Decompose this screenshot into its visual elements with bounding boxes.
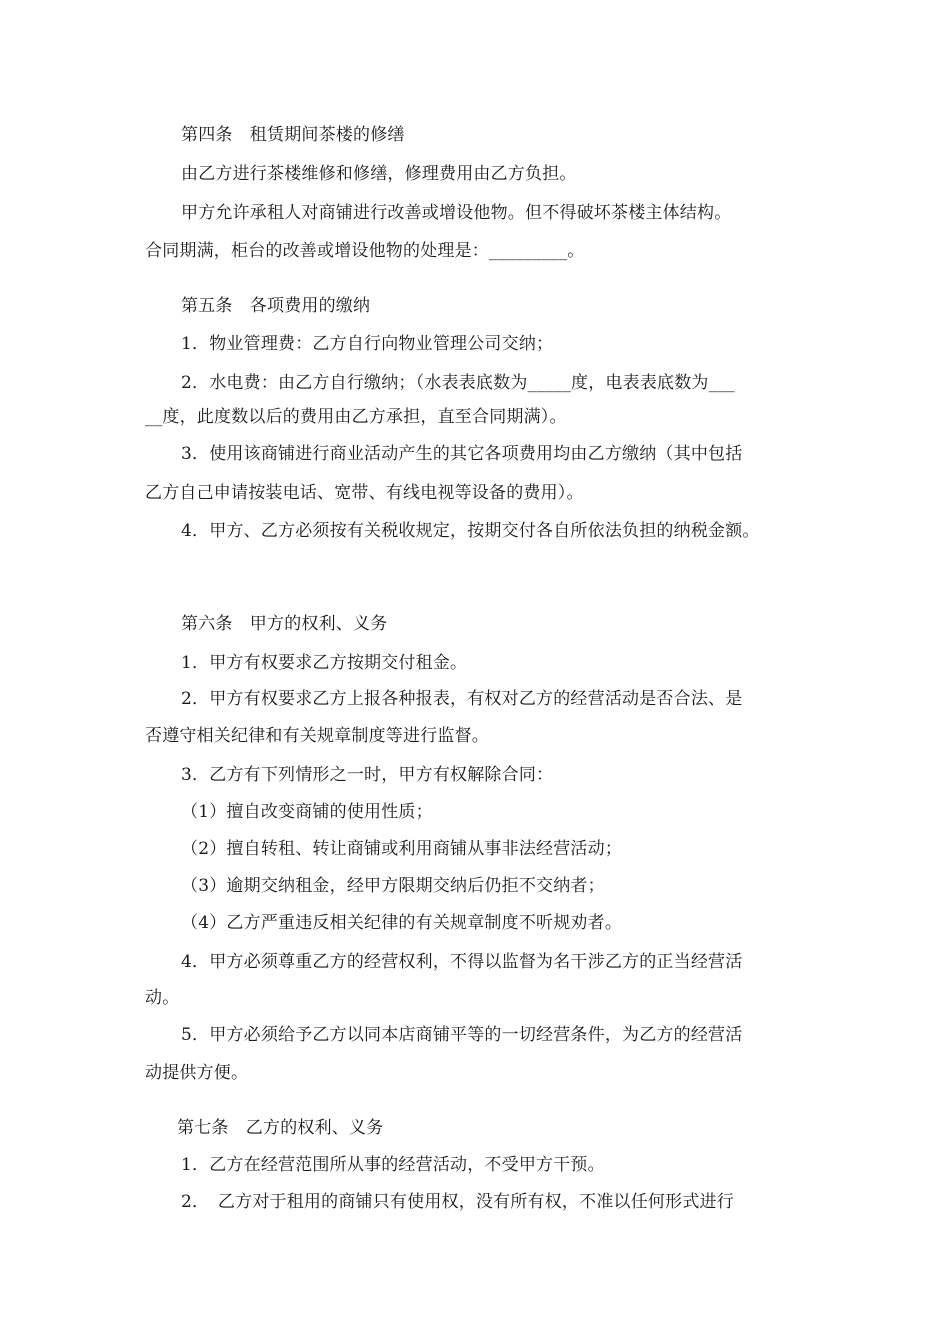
article-5-item-2-line-2: __度，此度数以后的费用由乙方承担，直至合同期满）。 [145,407,567,427]
article-6-sub-item-3: （3）逾期交纳租金，经甲方限期交纳后仍拒不交纳者； [181,876,605,896]
article-6-item-1: 1．甲方有权要求乙方按期交付租金。 [181,653,468,673]
article-5-item-3-line-2: 乙方自己申请按装电话、宽带、有线电视等设备的费用）。 [145,483,584,503]
article-6-sub-item-4: （4）乙方严重违反相关纪律的有关规章制度不听规劝者。 [181,913,623,933]
article-4-paragraph-1: 由乙方进行茶楼维修和修缮，修理费用由乙方负担。 [181,164,577,184]
article-6-heading: 第六条 甲方的权利、义务 [181,614,388,634]
article-6-item-5-line-2: 动提供方便。 [145,1063,249,1083]
article-4-heading: 第四条 租赁期间茶楼的修缮 [181,125,405,145]
article-7-item-2-line-1: 2． 乙方对于租用的商铺只有使用权，没有所有权，不准以任何形式进行 [181,1192,734,1212]
article-6-sub-item-1: （1）擅自改变商铺的使用性质； [181,802,433,822]
article-5-item-2-line-1: 2．水电费：由乙方自行缴纳；（水表表底数为_____度，电表表底数为___ [181,373,735,393]
article-7-heading: 第七条 乙方的权利、义务 [177,1118,384,1138]
article-4-paragraph-2-line-1: 甲方允许承租人对商铺进行改善或增设他物。但不得破坏茶楼主体结构。 [181,203,732,223]
article-5-heading: 第五条 各项费用的缴纳 [181,296,371,316]
article-7-item-1: 1．乙方在经营范围所从事的经营活动，不受甲方干预。 [181,1155,605,1175]
article-4-paragraph-2-line-2: 合同期满，柜台的改善或增设他物的处理是：_________。 [145,241,585,261]
article-5-item-4: 4．甲方、乙方必须按有关税收规定，按期交付各自所依法负担的纳税金额。 [181,521,760,541]
article-6-item-3: 3．乙方有下列情形之一时，甲方有权解除合同： [181,765,554,785]
article-6-item-5-line-1: 5．甲方必须给予乙方以同本店商铺平等的一切经营条件，为乙方的经营活 [181,1025,743,1045]
article-6-item-4-line-2: 动。 [145,988,180,1008]
article-6-item-4-line-1: 4．甲方必须尊重乙方的经营权利，不得以监督为名干涉乙方的正当经营活 [181,952,743,972]
article-6-sub-item-2: （2）擅自转租、转让商铺或利用商铺从事非法经营活动； [181,839,623,859]
article-5-item-3-line-1: 3．使用该商铺进行商业活动产生的其它各项费用均由乙方缴纳（其中包括 [181,444,743,464]
article-5-item-1: 1．物业管理费：乙方自行向物业管理公司交纳； [181,334,554,354]
article-6-item-2-line-1: 2．甲方有权要求乙方上报各种报表，有权对乙方的经营活动是否合法、是 [181,689,743,709]
article-6-item-2-line-2: 否遵守相关纪律和有关规章制度等进行监督。 [145,726,489,746]
